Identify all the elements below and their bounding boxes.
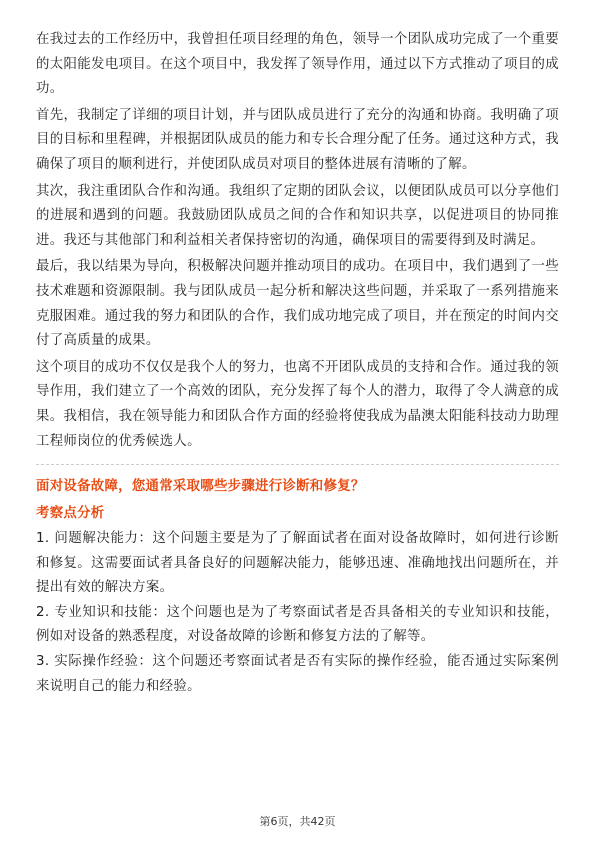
page-number: 第6页，共42页 [259, 815, 336, 828]
answer-paragraph: 首先，我制定了详细的项目计划，并与团队成员进行了充分的沟通和协商。我明确了项目的目标和里程碑，并根据团队成员的能力和专长合理分配了任务。通过这种方式，我确保了项目的顺利进行，并使团队成员对项目的整体进展有清晰的了解。 [36, 107, 559, 172]
section-divider [36, 464, 559, 465]
page-content [36, 28, 559, 699]
answer-paragraph: 其次，我注重团队合作和沟通。我组织了定期的团队会议，以便团队成员可以分享他们的进展和遇到的问题。我鼓励团队成员之间的合作和知识共享，以促进项目的协同推进。我还与其他部门和利益相关者保持密切的沟通，确保项目的需要得到及时满足。 [36, 183, 559, 248]
analysis-item: 1. 问题解决能力：这个问题主要是为了了解面试者在面对设备故障时，如何进行诊断和修复。这需要面试者具备良好的问题解决能力，能够迅速、准确地找出问题所在，并提出有效的解决方案。 [36, 531, 559, 596]
analysis-item: 3. 实际操作经验：这个问题还考察面试者是否有实际的操作经验，能否通过实际案例来说明自己的能力和经验。 [36, 654, 559, 694]
answer-paragraph: 最后，我以结果为导向，积极解决问题并推动项目的成功。在项目中，我们遇到了一些技术难题和资源限制。我与团队成员一起分析和解决这些问题，并采取了一系列措施来克服困难。通过我的努力和团队的合作，我们成功地完成了项目，并在预定的时间内交付了高质量的成果。 [36, 259, 559, 349]
analysis-item: 2. 专业知识和技能：这个问题也是为了考察面试者是否具备相关的专业知识和技能，例如对设备的熟悉程度，对设备故障的诊断和修复方法的了解等。 [36, 604, 559, 645]
answer-paragraph: 在我过去的工作经历中，我曾担任项目经理的角色，领导一个团队成功完成了一个重要的太阳能发电项目。在这个项目中，我发挥了领导作用，通过以下方式推动了项目的成功。 [36, 32, 559, 97]
analysis-heading: 考察点分析 [36, 506, 105, 522]
interview-question: 面对设备故障，您通常采取哪些步骤进行诊断和修复？ [36, 479, 365, 495]
answer-paragraph: 这个项目的成功不仅仅是我个人的努力，也离不开团队成员的支持和合作。通过我的领导作用，我们建立了一个高效的团队，充分发挥了每个人的潜力，取得了令人满意的成果。我相信，我在领导能力和团队合作方面的经验将使我成为晶澳太阳能科技动力助理工程师岗位的优秀候选人。 [36, 359, 559, 449]
